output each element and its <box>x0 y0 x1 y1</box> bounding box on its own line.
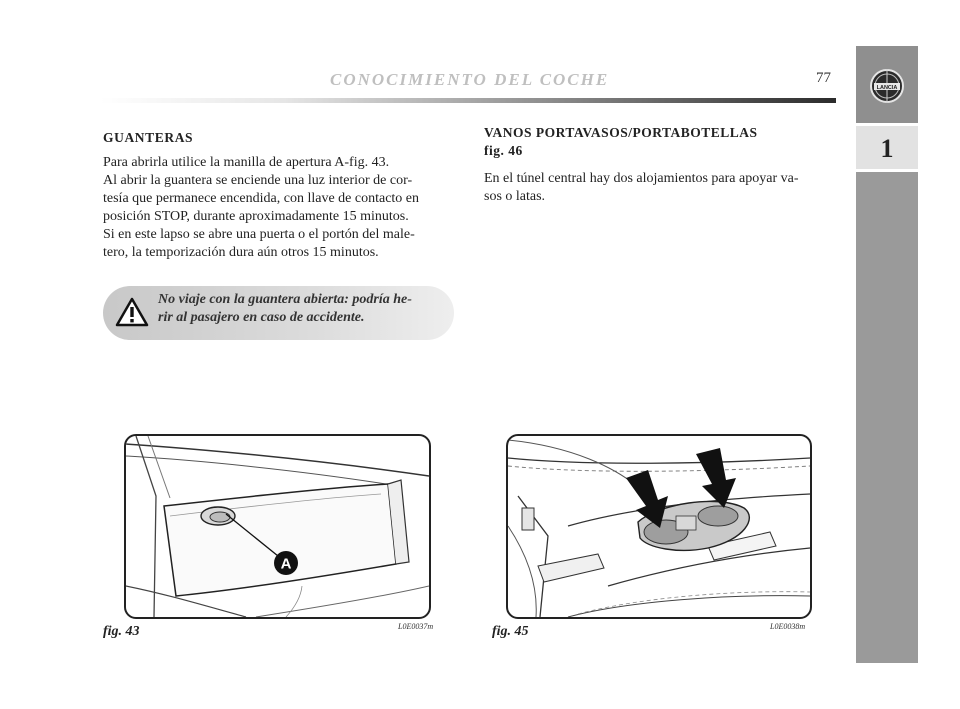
figure-45-code: L0E0038m <box>770 622 806 631</box>
tab-number-box <box>856 126 918 172</box>
figure-45-cupholder-illustration <box>506 434 812 619</box>
lancia-logo-icon <box>869 65 905 107</box>
header-rule <box>100 98 836 103</box>
section-heading-vanos <box>484 124 758 160</box>
heading-line: fig. 46 <box>484 143 523 158</box>
chapter-number: 1 <box>880 134 894 163</box>
figure-43-glovebox-illustration <box>124 434 431 619</box>
warning-text <box>158 291 412 327</box>
paragraph-line: Al abrir la guantera se enciende una luz interior de cor- <box>103 173 413 188</box>
paragraph-line: posición STOP, durante aproximadamente 15 minutos. <box>103 209 409 224</box>
figure-43-code: L0E0037m <box>398 622 434 631</box>
warning-line: No viaje con la guantera abierta: podría he- <box>158 292 412 307</box>
vanos-paragraph <box>484 170 799 206</box>
paragraph-line: Para abrirla utilice la manilla de apertura A-fig. 43. <box>103 155 390 170</box>
paragraph-line: Si en este lapso se abre una puerta o el portón del male- <box>103 227 415 242</box>
callout-a-label: A <box>280 555 292 573</box>
glovebox-drawing <box>126 436 429 617</box>
paragraph-line: En el túnel central hay dos alojamientos para apoyar va- <box>484 171 799 186</box>
paragraph-line: tesía que permanece encendida, con llave de contacto en <box>103 191 420 206</box>
section-heading-guanteras: GUANTERAS <box>103 130 194 145</box>
warning-triangle-icon <box>115 297 149 327</box>
figure-45-caption: fig. 45 <box>492 624 529 639</box>
warning-line: rir al pasajero en caso de accidente. <box>158 310 365 325</box>
figure-43-caption: fig. 43 <box>103 624 140 639</box>
logo-text: LANCIA <box>876 85 898 91</box>
header-title: CONOCIMIENTO DEL COCHE <box>330 70 610 89</box>
paragraph-line: tero, la temporización dura aún otros 15 minutos. <box>103 245 379 260</box>
cupholder-drawing <box>508 436 810 617</box>
page-number: 77 <box>816 70 831 86</box>
paragraph-line: sos o latas. <box>484 189 546 204</box>
heading-line: VANOS PORTAVASOS/PORTABOTELLAS <box>484 125 758 140</box>
guanteras-paragraph <box>103 154 419 262</box>
